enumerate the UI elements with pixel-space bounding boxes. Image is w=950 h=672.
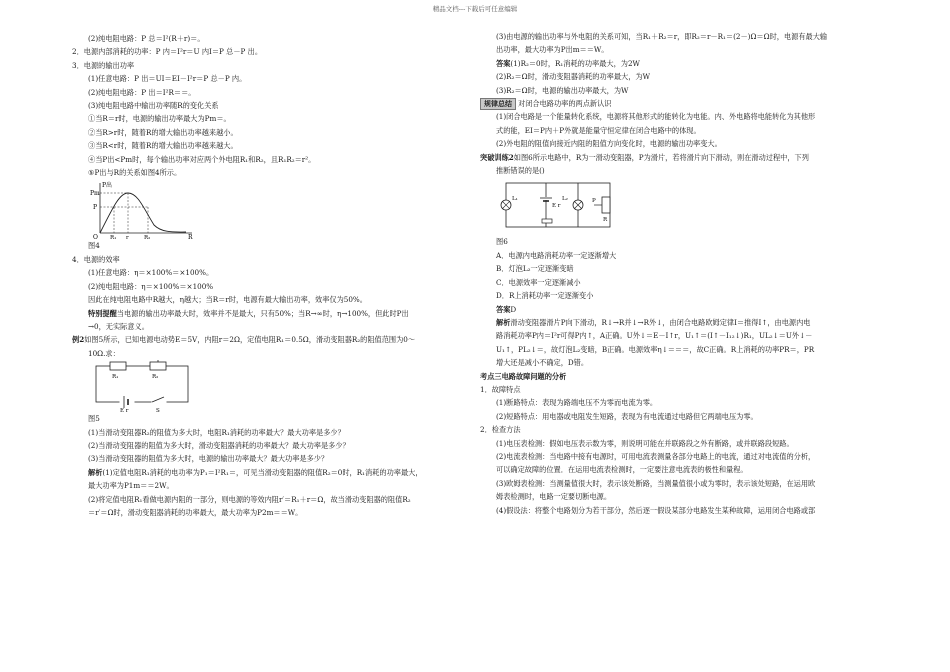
x-axis-label: R [188, 234, 193, 240]
pm-label: Pm [90, 190, 100, 198]
section-3-line: 2．检查方法 [480, 425, 521, 435]
example-2-line: 例2如图5所示，已知电源电动势E＝5V，内阻r＝2Ω，定值电阻R₁＝0.5Ω，滑动变阻器R₂的阻值范围为0～ [72, 335, 416, 345]
solution-2-line: 增大还是减小不确定，D错。 [496, 358, 589, 368]
example-2-line-2: 10Ω.求： [88, 348, 120, 358]
section-3-line: (1)断路特点：表现为路端电压不为零而电流为零。 [496, 398, 658, 408]
text-line: (3)纯电阻电路中输出功率随R的变化关系 [88, 101, 219, 111]
section-3-title: 考点三电路故障问题的分析 [480, 371, 567, 381]
question-line: (1)当滑动变阻器R₂的阻值为多大时，电阻R₁消耗的功率最大？最大功率是多少？ [88, 427, 345, 437]
section-3-line: (3)欧姆表检测：当测量值很大时，表示该处断路，当测量值很小或为零时，表示该处短路，在运用欧 [496, 478, 816, 488]
solution-2-line: U₁↑，PL₂↓＝，故灯泡L₂变暗，B正确。电源效率η↓＝＝＝，故C正确。R上消耗的功率PR＝，PR [496, 344, 815, 354]
text-line: ②当R>r时，随着R的增大输出功率越来越小。 [88, 127, 238, 137]
rule-summary-line: 规律总结 对闭合电路功率的两点新认识 [480, 97, 880, 110]
figure-6-circuit [498, 177, 618, 235]
section-3-line: (2)电流表检测：当电路中接有电源时，可用电流表测量各部分电路上的电流，通过对电流值的分析， [496, 451, 816, 461]
option-b: B．灯泡L₂一定逐渐变暗 [496, 264, 574, 274]
r2-label: R₂ [152, 374, 159, 381]
figure-4-power-curve [90, 179, 200, 239]
text-line: 因此在纯电阻电路中R越大，η越大；当R＝r时，电源有最大输出功率，效率仅为50%。 [88, 295, 367, 305]
solution-2-line: 解析滑动变阻器滑片P向下滑动，R↓→R并↓→R外↓，由闭合电路欧姆定律I＝推得I↑，由电源内电 [496, 317, 811, 327]
question-line: (3)当滑动变阻器的阻值为多大时，电源的输出功率最大？最大功率是多少？ [88, 454, 329, 464]
y-axis-label: P出 [102, 182, 113, 190]
solution-line: 解析(1)定值电阻R₁消耗的电功率为P₁＝I²R₁＝，可见当滑动变阻器的阻值R₂＝0时，R₁消耗的功率最大， [88, 467, 423, 477]
section-3-line: 1．故障特点 [480, 384, 521, 394]
solution-line: ＝r′＝Ω时，滑动变阻器消耗的功率最大，最大功率为P2m＝＝W。 [88, 507, 303, 517]
figure-6-caption: 图6 [496, 237, 508, 247]
text-line: 3．电源的输出功率 [72, 60, 135, 70]
solution-2-label: 解析 [496, 317, 511, 327]
answer-label: 答案 [496, 58, 511, 68]
switch-label: S [156, 408, 160, 413]
r-label: R [603, 217, 608, 224]
training-line-2: 推断错误的是() [496, 166, 545, 176]
text-line: (2)外电阻的阻值向接近内阻的阻值方向变化时，电源的输出功率变大。 [496, 139, 722, 149]
text-line: 4．电源的效率 [72, 254, 120, 264]
text-line: ③当R<r时，随着R的增大输出功率越来越大。 [88, 141, 238, 151]
l1-label: L₁ [512, 196, 518, 203]
text-line: 出功率，最大功率为P出m＝＝W。 [496, 45, 609, 55]
section-3-body [480, 383, 880, 517]
text-line: ①当R＝r时，电源的输出功率最大为Pm＝。 [88, 114, 231, 124]
tip-line-2: →0，无实际意义。 [88, 321, 149, 331]
answer-line: 答案(1)R₂＝0时，R₁消耗的功率最大，为2W [496, 58, 640, 68]
section-3-line: 姆表检测时，电路一定要切断电源。 [496, 492, 612, 502]
section-3-line: 可以确定故障的位置．在运用电流表检测时，一定要注意电流表的极性和量程。 [496, 465, 748, 475]
training-label: 突破训练2 [480, 152, 514, 162]
text-line: (2)纯电阻电路：P 出＝I²R＝＝。 [88, 87, 196, 97]
left-column [72, 32, 472, 519]
section-3-line: (4)假设法：将整个电路划分为若干部分，然后逐一假设某部分电路发生某种故障，运用闭合电路或部 [496, 505, 816, 515]
option-a: A．电源内电路消耗功率一定逐渐增大 [496, 250, 617, 260]
rule-summary-tag: 规律总结 [480, 98, 516, 110]
option-d: D．R上消耗功率一定逐渐变小 [496, 291, 594, 301]
answer-line: (2)R₂＝Ω时，滑动变阻器消耗的功率最大，为W [496, 72, 651, 82]
option-c: C．电源效率一定逐渐减小 [496, 277, 581, 287]
section-3-line: (2)短路特点：用电器或电阻发生短路，表现为有电流通过电路但它两端电压为零。 [496, 411, 758, 421]
p-label: P [93, 204, 98, 212]
text-line: (2)纯电阻电路：P 总＝I²(R＋r)＝。 [88, 34, 205, 43]
origin-label: O [93, 234, 98, 240]
solution-line: 最大功率为P1m＝＝2W。 [88, 481, 174, 491]
tip-label: 特别提醒 [88, 308, 117, 318]
slider-label: P [592, 198, 596, 205]
text-line: (1)任意电路：P 出＝UI＝EI－I²r＝P 总－P 内。 [88, 74, 247, 84]
r1-label: R₁ [112, 374, 119, 381]
l2-label: L₂ [562, 196, 568, 203]
battery-label: E r [120, 408, 129, 413]
figure-5-caption: 图5 [88, 414, 100, 424]
answer-2-line: 答案D [496, 304, 517, 314]
r-tick-label: r [126, 235, 129, 240]
text-line: (2)纯电阻电路：η＝×100%＝×100% [88, 281, 214, 291]
r1-tick-label: R₁ [110, 235, 117, 240]
text-line: (1)任意电路：η＝×100%＝×100%。 [88, 268, 214, 278]
r2-tick-label: R₂ [144, 235, 151, 240]
page-header: 精品文档---下载后可任意编辑 [432, 5, 518, 13]
section-3-line: (1)电压表检测：假如电压表示数为零，则说明可能在并联路段之外有断路，或并联路段短路。 [496, 438, 794, 448]
figure-5-circuit [90, 360, 200, 412]
figure-4-caption: 图4 [88, 241, 100, 251]
text-line: (3)由电源的输出功率与外电阻的关系可知，当R₁＋R₂＝r，即R₂＝r－R₁＝(2－)Ω＝Ω时，电源有最大输 [496, 32, 828, 41]
text-line: ④当P出<Pm时，每个输出功率对应两个外电阻R₁和R₂，且R₁R₂＝r²。 [88, 154, 316, 164]
answer-line: (3)R₂＝Ω时，电源的输出功率最大，为W [496, 85, 629, 95]
battery-label: E r [552, 203, 561, 210]
right-column [480, 30, 880, 517]
solution-2-line: 路消耗功率P内＝I²r可得P内↑，A正确。U外↓＝E－I↑r，U₁↑＝(I↑－I₁₂↓)R₁，UL₂↓＝U外↓－ [496, 331, 813, 341]
text-line: ⑤P出与R的关系如图4所示。 [88, 168, 182, 178]
solution-line: (2)将定值电阻R₁看做电源内阻的一部分，则电源的等效内阻r′＝R₁＋r＝Ω，故当滑动变阻器的阻值R₂ [88, 494, 411, 504]
text-line: 2．电源内部消耗的功率：P 内＝I²r＝U 内I＝P 总－P 出。 [72, 47, 263, 57]
text-line: 式的能，EI＝P内＋P外就是能量守恒定律在闭合电路中的体现。 [496, 125, 701, 135]
question-line: (2)当滑动变阻器的阻值为多大时，滑动变阻器消耗的功率最大？最大功率是多少？ [88, 440, 350, 450]
tip-line: 特别提醒当电源的输出功率最大时，效率并不是最大，只有50%；当R→∞时，η→100%，但此时P出 [88, 308, 409, 318]
example-label: 例2 [72, 335, 85, 345]
text-line: (1)闭合电路是一个能量转化系统，电源将其他形式的能转化为电能。内、外电路将电能转化为其他形 [496, 112, 816, 122]
solution-label: 解析 [88, 467, 103, 477]
answer-2-label: 答案 [496, 304, 511, 314]
training-line: 突破训练2如图6所示电路中，R为一滑动变阻器，P为滑片，若将滑片向下滑动，则在滑动过程中，下列 [480, 152, 809, 162]
